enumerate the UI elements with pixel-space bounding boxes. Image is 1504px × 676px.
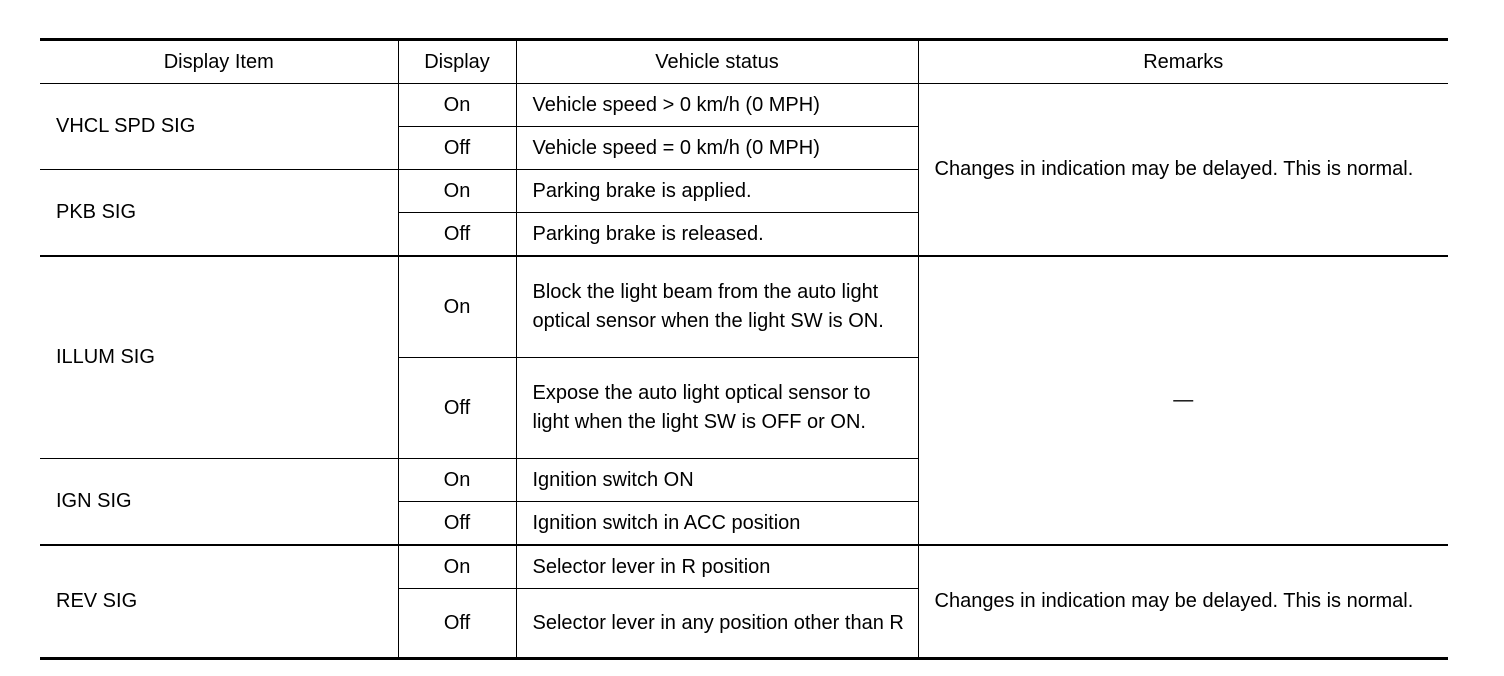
remarks-cell: Changes in indication may be delayed. This is normal.	[918, 84, 1448, 257]
display-value-cell: On	[398, 84, 516, 127]
display-value-cell: On	[398, 459, 516, 502]
table-row	[40, 256, 1448, 358]
display-value-cell: On	[398, 256, 516, 358]
header-remarks: Remarks	[918, 40, 1448, 84]
header-display-item: Display Item	[40, 40, 398, 84]
display-item-cell: ILLUM SIG	[40, 256, 398, 459]
vehicle-status-cell: Parking brake is applied.	[516, 170, 918, 213]
table-row	[40, 545, 1448, 589]
table-row	[40, 84, 1448, 127]
vehicle-status-cell: Vehicle speed > 0 km/h (0 MPH)	[516, 84, 918, 127]
vehicle-status-cell: Expose the auto light optical sensor to light when the light SW is OFF or ON.	[516, 358, 918, 459]
display-value-cell: Off	[398, 358, 516, 459]
display-item-table	[40, 38, 1448, 660]
header-display: Display	[398, 40, 516, 84]
display-item-cell: PKB SIG	[40, 170, 398, 257]
vehicle-status-cell: Selector lever in any position other than R	[516, 589, 918, 659]
display-value-cell: Off	[398, 127, 516, 170]
display-item-cell: IGN SIG	[40, 459, 398, 546]
vehicle-status-cell: Selector lever in R position	[516, 545, 918, 589]
vehicle-status-cell: Ignition switch in ACC position	[516, 502, 918, 546]
display-item-cell: REV SIG	[40, 545, 398, 659]
header-vehicle-status: Vehicle status	[516, 40, 918, 84]
display-item-cell: VHCL SPD SIG	[40, 84, 398, 170]
remarks-cell: —	[918, 256, 1448, 545]
vehicle-status-cell: Vehicle speed = 0 km/h (0 MPH)	[516, 127, 918, 170]
display-value-cell: On	[398, 170, 516, 213]
remarks-cell: Changes in indication may be delayed. This is normal.	[918, 545, 1448, 659]
vehicle-status-cell: Ignition switch ON	[516, 459, 918, 502]
display-value-cell: Off	[398, 589, 516, 659]
display-value-cell: On	[398, 545, 516, 589]
display-value-cell: Off	[398, 502, 516, 546]
display-value-cell: Off	[398, 213, 516, 257]
header-row	[40, 40, 1448, 84]
vehicle-status-cell: Parking brake is released.	[516, 213, 918, 257]
vehicle-status-cell: Block the light beam from the auto light optical sensor when the light SW is ON.	[516, 256, 918, 358]
